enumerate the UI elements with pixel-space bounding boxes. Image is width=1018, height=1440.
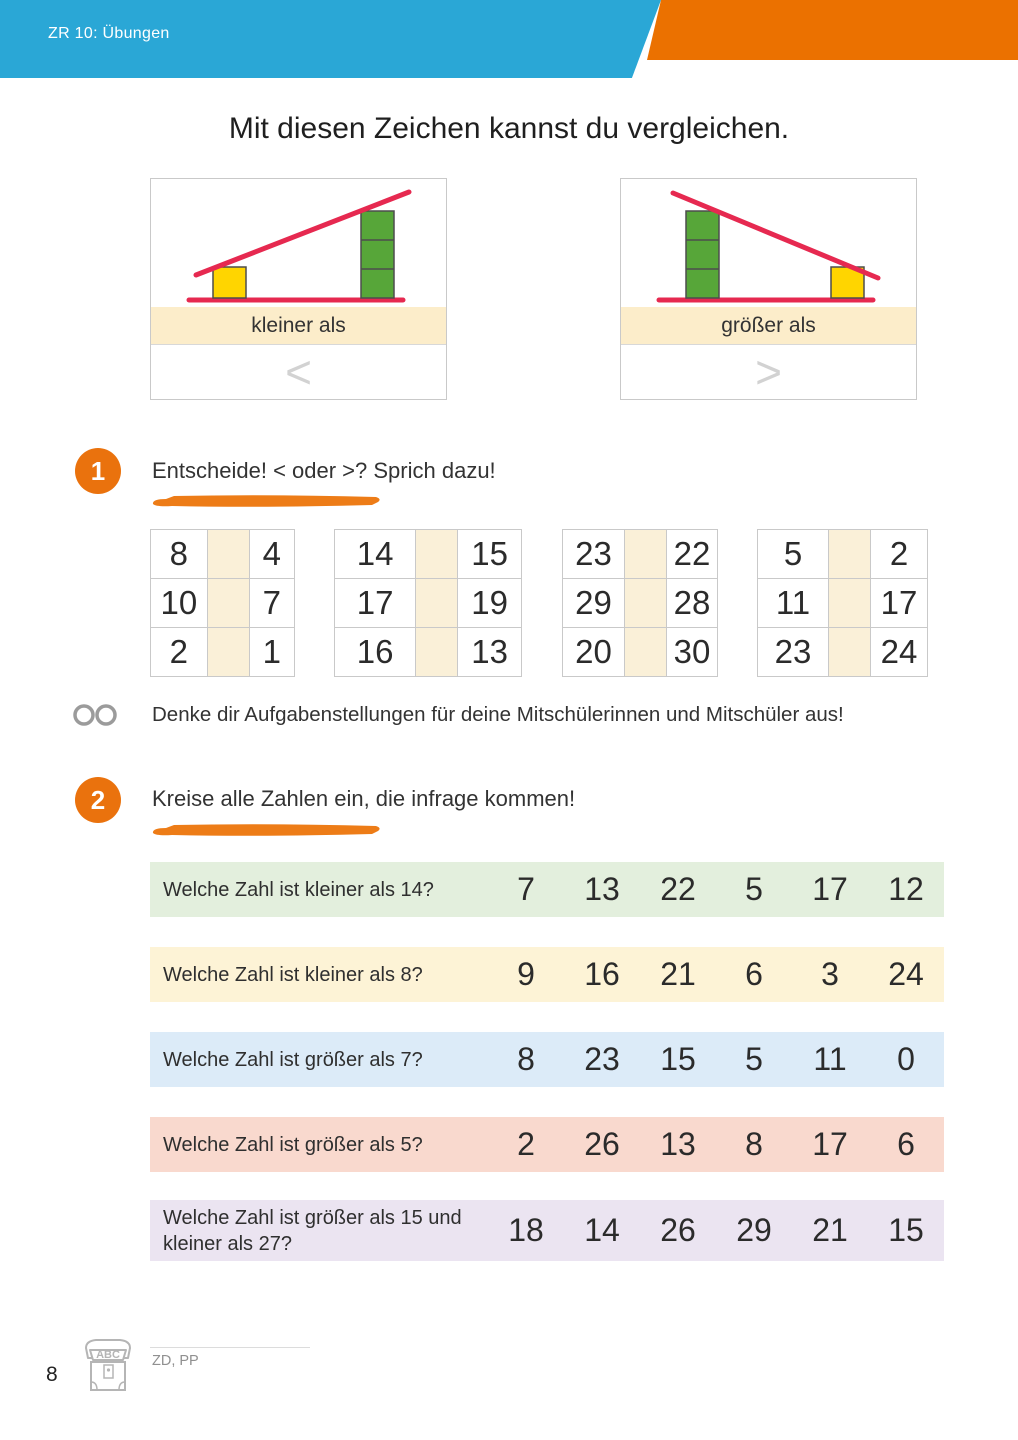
number-option[interactable]: 23 (584, 1041, 620, 1077)
exercise-2-instruction: Kreise alle Zahlen ein, die infrage kommen! (152, 786, 576, 811)
compare-table-2 (334, 529, 522, 677)
question-text: Welche Zahl ist kleiner als 8? (163, 963, 423, 986)
right-number: 17 (871, 579, 928, 628)
exercise-1-instruction: Entscheide! < oder >? Sprich dazu! (152, 458, 496, 483)
number-option[interactable]: 15 (660, 1041, 696, 1077)
question-row-2 (150, 947, 944, 1002)
exercise-2-number-badge: 2 (75, 777, 121, 823)
seesaw-smaller-svg (151, 179, 446, 307)
hint-text: Denke dir Aufgabenstellungen für deine Mitschülerinnen und Mitschüler aus! (152, 703, 844, 726)
number-option[interactable]: 15 (888, 1212, 924, 1248)
left-number: 29 (563, 579, 626, 628)
number-option[interactable]: 6 (897, 1126, 915, 1162)
table-row (758, 579, 928, 628)
answer-options (488, 956, 944, 993)
question-row-5 (150, 1200, 944, 1261)
left-number: 2 (151, 628, 208, 677)
question-row-1 (150, 862, 944, 917)
seesaw-smaller-illustration (151, 179, 446, 307)
number-option[interactable]: 22 (660, 871, 696, 907)
greater-than-symbol: > (621, 344, 916, 399)
right-number: 7 (250, 579, 295, 628)
left-number: 14 (335, 530, 416, 579)
orange-marker-stroke (150, 491, 384, 509)
answer-cell[interactable] (208, 579, 250, 628)
answer-options (488, 1212, 944, 1249)
table-row (335, 628, 522, 677)
number-option[interactable]: 5 (745, 1041, 763, 1077)
number-option[interactable]: 29 (736, 1212, 772, 1248)
left-number: 20 (563, 628, 626, 677)
question-text: Welche Zahl ist größer als 15 und kleiner als 27? (163, 1206, 462, 1255)
card-kleiner-als (150, 178, 447, 400)
right-number: 4 (250, 530, 295, 579)
table-row (151, 530, 295, 579)
answer-cell[interactable] (625, 579, 667, 628)
footer-divider (150, 1347, 310, 1348)
answer-options (488, 1041, 944, 1078)
number-option[interactable]: 18 (508, 1212, 544, 1248)
left-number: 16 (335, 628, 416, 677)
credits-text: ZD, PP (152, 1353, 199, 1369)
table-row (758, 628, 928, 677)
right-number: 22 (667, 530, 717, 579)
page-title: Mit diesen Zeichen kannst du vergleichen. (228, 112, 790, 145)
answer-cell[interactable] (416, 628, 458, 677)
number-option[interactable]: 26 (660, 1212, 696, 1248)
compare-table-3 (562, 529, 718, 677)
table-row (335, 579, 522, 628)
compare-table-1 (150, 529, 295, 677)
answer-options (488, 1126, 944, 1163)
number-option[interactable]: 14 (584, 1212, 620, 1248)
answer-cell[interactable] (625, 628, 667, 677)
right-number: 15 (458, 530, 522, 579)
compare-tables (150, 529, 928, 677)
seesaw-greater-svg (621, 179, 916, 307)
question-text: Welche Zahl ist kleiner als 14? (163, 878, 434, 901)
right-number: 30 (667, 628, 717, 677)
number-option[interactable]: 17 (812, 871, 848, 907)
answer-cell[interactable] (829, 628, 871, 677)
answer-cell[interactable] (829, 579, 871, 628)
answer-cell[interactable] (829, 530, 871, 579)
number-option[interactable]: 9 (517, 956, 535, 992)
compare-table-4 (757, 529, 928, 677)
right-number: 1 (250, 628, 295, 677)
number-option[interactable]: 7 (517, 871, 535, 907)
abc-chest-icon (78, 1336, 138, 1394)
number-option[interactable]: 21 (660, 956, 696, 992)
chest-label-text: ABC (96, 1349, 120, 1361)
table-row (335, 530, 522, 579)
left-number: 23 (758, 628, 829, 677)
left-number: 23 (563, 530, 626, 579)
right-number: 2 (871, 530, 928, 579)
number-option[interactable]: 21 (812, 1212, 848, 1248)
card-groesser-als (620, 178, 917, 400)
answer-cell[interactable] (208, 530, 250, 579)
number-option[interactable]: 24 (888, 956, 924, 992)
question-row-3 (150, 1032, 944, 1087)
label-band: größer als (621, 307, 916, 344)
right-number: 19 (458, 579, 522, 628)
number-option[interactable]: 6 (745, 956, 763, 992)
left-number: 17 (335, 579, 416, 628)
exercise-1-number-badge: 1 (75, 448, 121, 494)
table-row (563, 579, 718, 628)
comparison-cards (150, 178, 917, 400)
left-number: 10 (151, 579, 208, 628)
number-option[interactable]: 16 (584, 956, 620, 992)
number-option[interactable]: 17 (812, 1126, 848, 1162)
left-number: 5 (758, 530, 829, 579)
answer-cell[interactable] (416, 530, 458, 579)
number-option[interactable]: 8 (745, 1126, 763, 1162)
number-option[interactable]: 11 (813, 1041, 847, 1077)
answer-cell[interactable] (625, 530, 667, 579)
number-option[interactable]: 5 (745, 871, 763, 907)
number-option[interactable]: 13 (584, 871, 620, 907)
number-option[interactable]: 8 (517, 1041, 535, 1077)
table-row (758, 530, 928, 579)
right-number: 24 (871, 628, 928, 677)
less-than-symbol: < (151, 344, 446, 399)
number-option[interactable]: 26 (584, 1126, 620, 1162)
table-row (151, 579, 295, 628)
answer-options (488, 871, 944, 908)
question-row-4 (150, 1117, 944, 1172)
answer-cell[interactable] (208, 628, 250, 677)
right-number: 13 (458, 628, 522, 677)
table-row (151, 628, 295, 677)
table-row (563, 530, 718, 579)
number-option[interactable]: 12 (888, 871, 924, 907)
right-number: 28 (667, 579, 717, 628)
number-option[interactable]: 0 (897, 1041, 915, 1077)
left-number: 8 (151, 530, 208, 579)
left-number: 11 (758, 579, 829, 628)
table-row (563, 628, 718, 677)
question-text: Welche Zahl ist größer als 5? (163, 1133, 423, 1156)
number-option[interactable]: 3 (821, 956, 839, 992)
seesaw-greater-illustration (621, 179, 916, 307)
page-number: 8 (46, 1363, 58, 1386)
question-text: Welche Zahl ist größer als 7? (163, 1048, 423, 1071)
number-option[interactable]: 2 (517, 1126, 535, 1162)
label-band: kleiner als (151, 307, 446, 344)
glasses-icon (72, 702, 118, 728)
chapter-label: ZR 10: Übungen (48, 25, 170, 42)
answer-cell[interactable] (416, 579, 458, 628)
header-banner-orange (647, 0, 1018, 60)
orange-marker-stroke (150, 820, 384, 838)
number-option[interactable]: 13 (660, 1126, 696, 1162)
